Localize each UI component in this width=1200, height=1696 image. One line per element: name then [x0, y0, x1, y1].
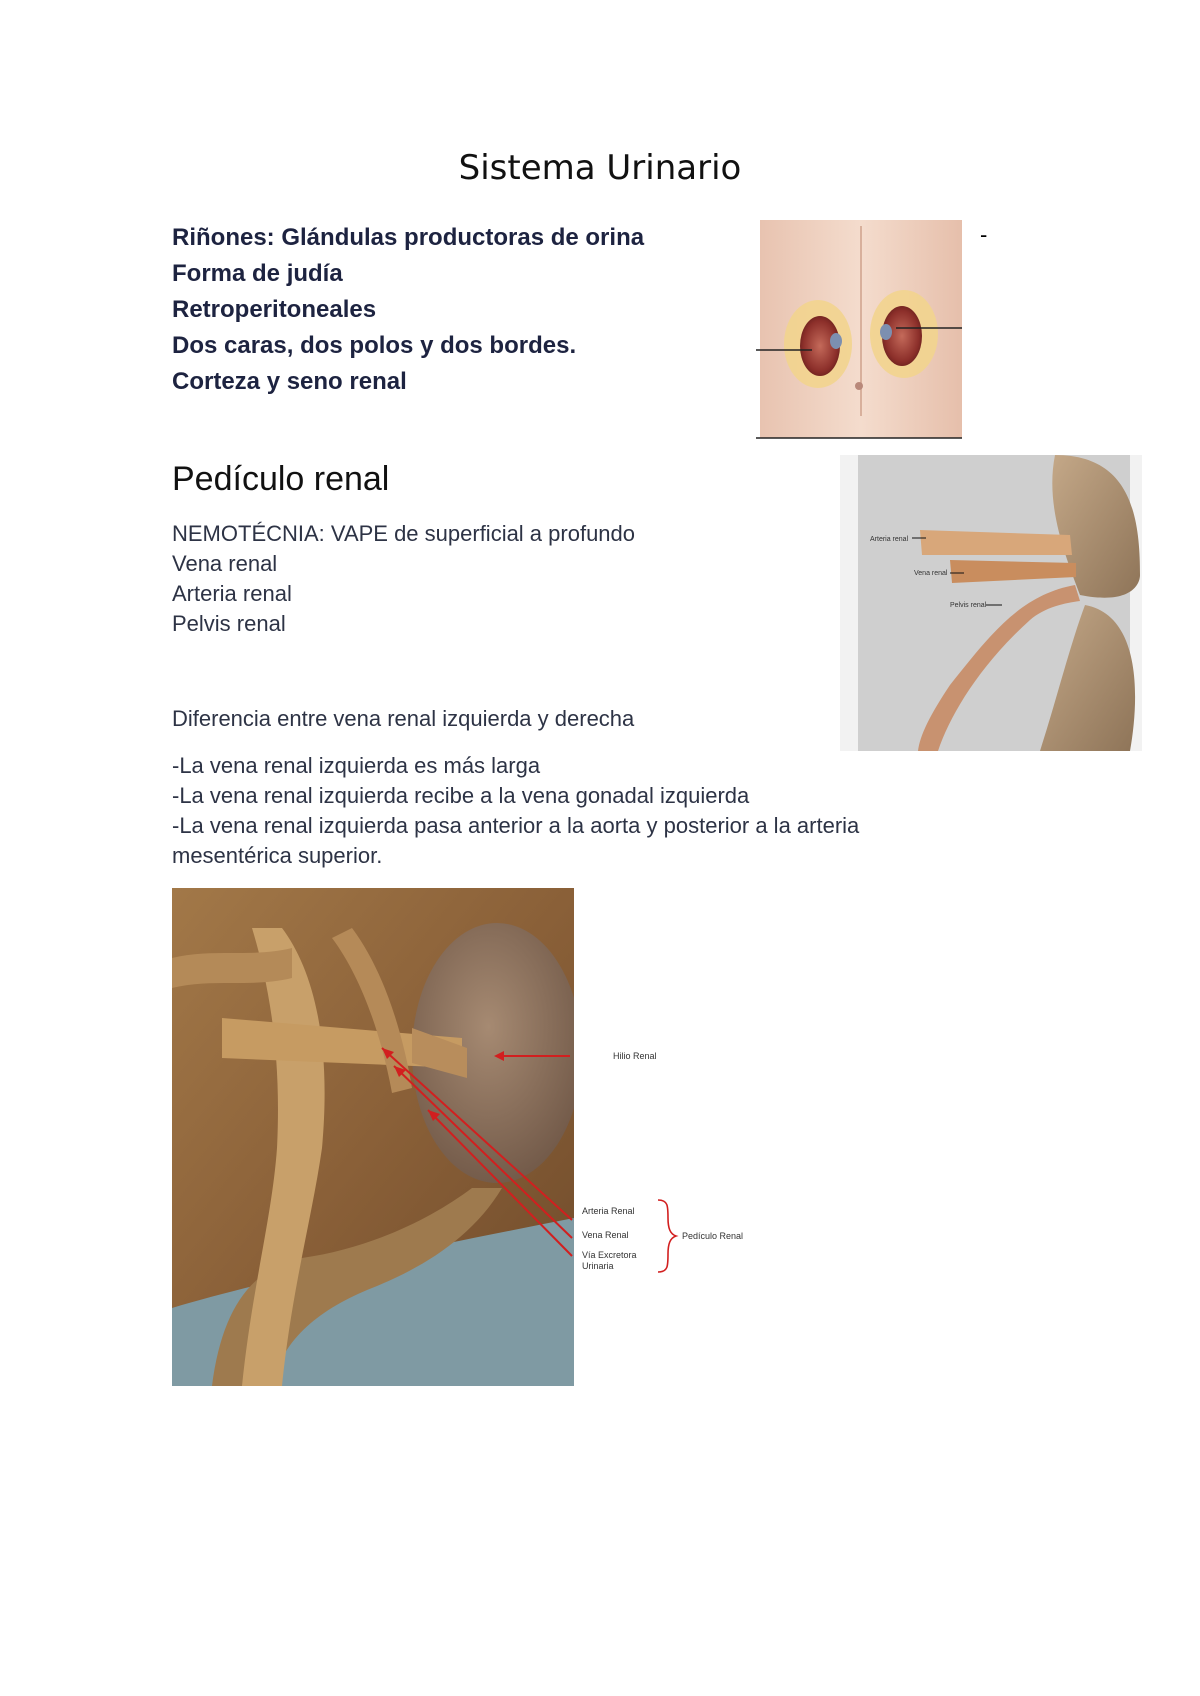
stray-dash: - [980, 222, 988, 247]
vein-label: Vena Renal [582, 1230, 629, 1240]
excretory-label: Vía Excretora [582, 1250, 637, 1260]
kidneys-torso-illustration [756, 216, 966, 440]
hilum-label: Hilio Renal [613, 1051, 657, 1061]
vein-label: Vena renal [914, 570, 948, 577]
list-item: -La vena renal izquierda es más larga [172, 753, 541, 778]
page-title: Sistema Urinario [458, 148, 742, 188]
kidney-label: Riñones: [172, 224, 275, 251]
list-item: Arteria renal [172, 581, 292, 606]
pedicle-label: Pedículo Renal [682, 1231, 744, 1241]
kidney-fact: Forma de judía [172, 260, 343, 287]
excretory-label: Urinaria [582, 1261, 614, 1271]
artery-label: Arteria Renal [582, 1206, 635, 1216]
mnemonic-list [172, 519, 635, 639]
section-heading: Pedículo renal [172, 460, 390, 498]
difference-title: Diferencia entre vena renal izquierda y derecha [172, 706, 635, 731]
kidney-fact: Retroperitoneales [172, 296, 377, 323]
kidney-dissection-photo [172, 888, 762, 1386]
kidney-fact: Glándulas productoras de orina [281, 224, 645, 251]
pelvis-label: Pelvis renal [950, 602, 987, 609]
list-item: Vena renal [172, 551, 278, 576]
difference-list [172, 751, 952, 871]
artery-label: Arteria renal [870, 536, 909, 543]
mnemonic-text: NEMOTÉCNIA: VAPE de superficial a profundo [172, 521, 636, 546]
kidney-fact: Corteza y seno renal [172, 368, 407, 395]
kidney-fact: Dos caras, dos polos y dos bordes. [172, 332, 577, 359]
kidney-facts [172, 220, 644, 400]
list-item: -La vena renal izquierda pasa anterior a la aorta y posterior a la arteria mesentérica superior. [172, 813, 860, 868]
renal-pedicle-photo [840, 455, 1142, 751]
list-item: -La vena renal izquierda recibe a la vena gonadal izquierda [172, 783, 750, 808]
list-item: Pelvis renal [172, 611, 286, 636]
